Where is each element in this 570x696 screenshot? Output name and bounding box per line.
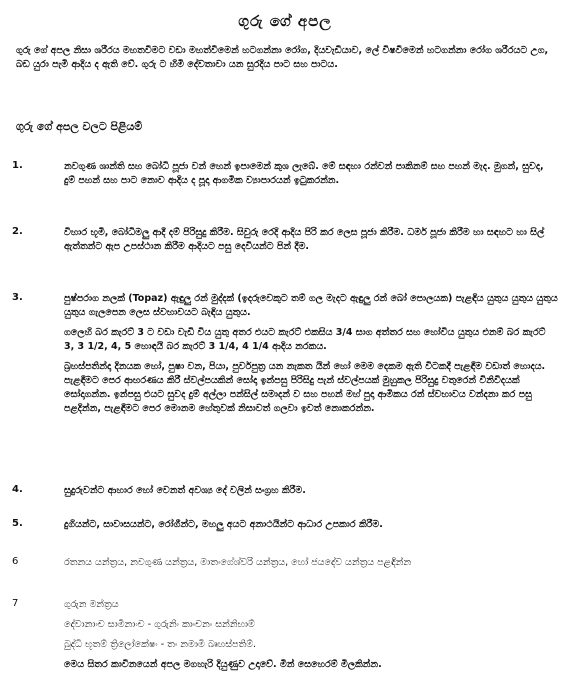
item-number: 5.	[12, 518, 23, 529]
item-body	[64, 518, 558, 538]
mantra-line: බුද්ධි භූතම් ත්‍රිලෝකේෂං - තං නමාමි බෘහස්පතිම්.	[64, 639, 257, 650]
item-paragraph: රතනය යන්ත්‍රය, නවගුණ යන්ත්‍රය, මාතංගේශ්වරි යන්ත්‍රය, හෝ ජයදේව යන්ත්‍රය පළඳින්න	[64, 557, 412, 568]
item-paragraph: විහාර භූමි, බෝධිමලු ආදී දම් පිරිසුදු කිරීම. සිවුරු රෙදි ආදිය පිරි කර ලෙස පූජා කිරීම. ධර්ම පූජා කිරීම හා සඳහට හා සිල් ඇත්තන්ට ඇප උපස්ථාන කිරීම ආදියට පසු දෙවියන්ට පින් දීම.	[64, 227, 545, 252]
item-paragraph: බ්‍රහස්පතින්දා දිනයක හෝ, පුෂා වන, පියා, පුර්වපුත්‍ර යන නැකත යින් හෝ මෙම දෙකම ඇති විටකදී පැළඳීම වඩාත් හොදය. පැළඳීමට පෙර ආභරණය කිරී ස්වල්පයකින් සෝදා ඉන්පසු පිරිසිදු පැන් ස්වල්පයක් මුහුකල පිරිසුදු වතුරෙන් විනිවිදයක් සෝදාගන්න. ඉන්පසු එයට සුවද දුම් අල්ලා පන්සිල් සමාදන් ව සහ පහන් මහ් පුදා ආමිකය රන් ස්වභාවය වන්දනා කර පසු පළදින්න, පැළඳීමට පෙර මොනම හේතුවක් නිසාවත් ගලවා ඉවත් නොකරන්න.	[64, 361, 546, 414]
mantra-line: මෙය සිතර කාවිනයෙන් අපල මගහැරි දියුණුව උදාවේ. මින් සෙහෙරම් මිලකින්න.	[64, 659, 382, 670]
item-body	[64, 292, 558, 422]
item-number: 6	[12, 556, 19, 567]
item-body	[64, 484, 558, 504]
mantra-block	[64, 618, 558, 672]
item-paragraph: දුගියන්ට, සාවාසයන්ට, රෝගීන්ට, මහලු අයට අනාථයින්ට ආධාර උපකාර කිරීම.	[64, 519, 383, 530]
item-paragraph: පුෂ්පරාග නලක් (Topaz) ඇඳුලු රන් මුද්දක් (ඉදරුවෙකුට තම් ගල මැදට ඇඳුලු රන් බෝ පොලයක) පැළඳිය යුතුය යුතුය යුතුය යුතුය ගැලපෙන ලෙස ස්වභාවයට බැඳිය යුතුය.	[64, 293, 558, 318]
intro-paragraph: ගුරු ගේ අපල නිසා ශරීරය මහතවීමට වඩා මහත්වීමෙන් හටගන්නා රෝග, දියවැඩියාව, ලේ විෂවීමෙන් හටගන්නා රෝග ශරීරයට උග, බඩ යුරා පැමි ආදිය ද ඇති වේ. ගුරු ට හිමි දේවතාවා යන සුරදිය පාට සහ පාටය.	[16, 45, 549, 70]
item-number: 1.	[12, 160, 23, 171]
item-body	[64, 556, 558, 576]
item-paragraph: සුදුරුවන්ට ආහාර හෝ වෙනත් අවශ්‍ය දේ වලින් සංග්‍රහ කිරීම.	[64, 485, 306, 496]
item-body	[64, 160, 558, 194]
item-number: 3.	[12, 292, 23, 303]
section-heading: ගුරු ගේ අපල වලට පිළියම්	[16, 120, 143, 133]
item-paragraph: ගුරුන මන්ත්‍රය	[64, 599, 119, 610]
item-body	[64, 226, 558, 260]
item-body	[64, 598, 558, 678]
mantra-line: දේවානාංච සාමීනාංච - ගුරුනිං කාංචනං සන්නිභාම්	[64, 619, 255, 630]
item-paragraph: ගලෙහි බර කැරට් 3 ට වඩා වැඩි විය යුතු අතර එයට කැරට් එකසිය 3/4 සාග අත්තර සහ හෝවිය යුතුය එනම් බර කැරට් 3, 3 1/2, 4, 5 හොඳයි බර කැරට් 3 1/4, 4 1/4 ආදිය නරකය.	[64, 327, 546, 352]
item-paragraph: නවගුණ ශාන්ති සහ බෝධි පූජා වන් හෙන් ඉපාමෙන් කුශ ලැබේ. මේ සඳහා රන්වන් පාකිනම් සහ පහන් මැද. මුගන්, සුවද, දුම් පහන් සහ පාට නොව ආදිය ද පූදා ආගමික ව්‍යාපාරයන් ඉටුකරන්න.	[64, 161, 544, 186]
item-number: 2.	[12, 226, 23, 237]
page-title: ගුරු ගේ අපල	[238, 12, 332, 30]
item-number: 7	[12, 598, 19, 609]
item-number: 4.	[12, 484, 23, 495]
